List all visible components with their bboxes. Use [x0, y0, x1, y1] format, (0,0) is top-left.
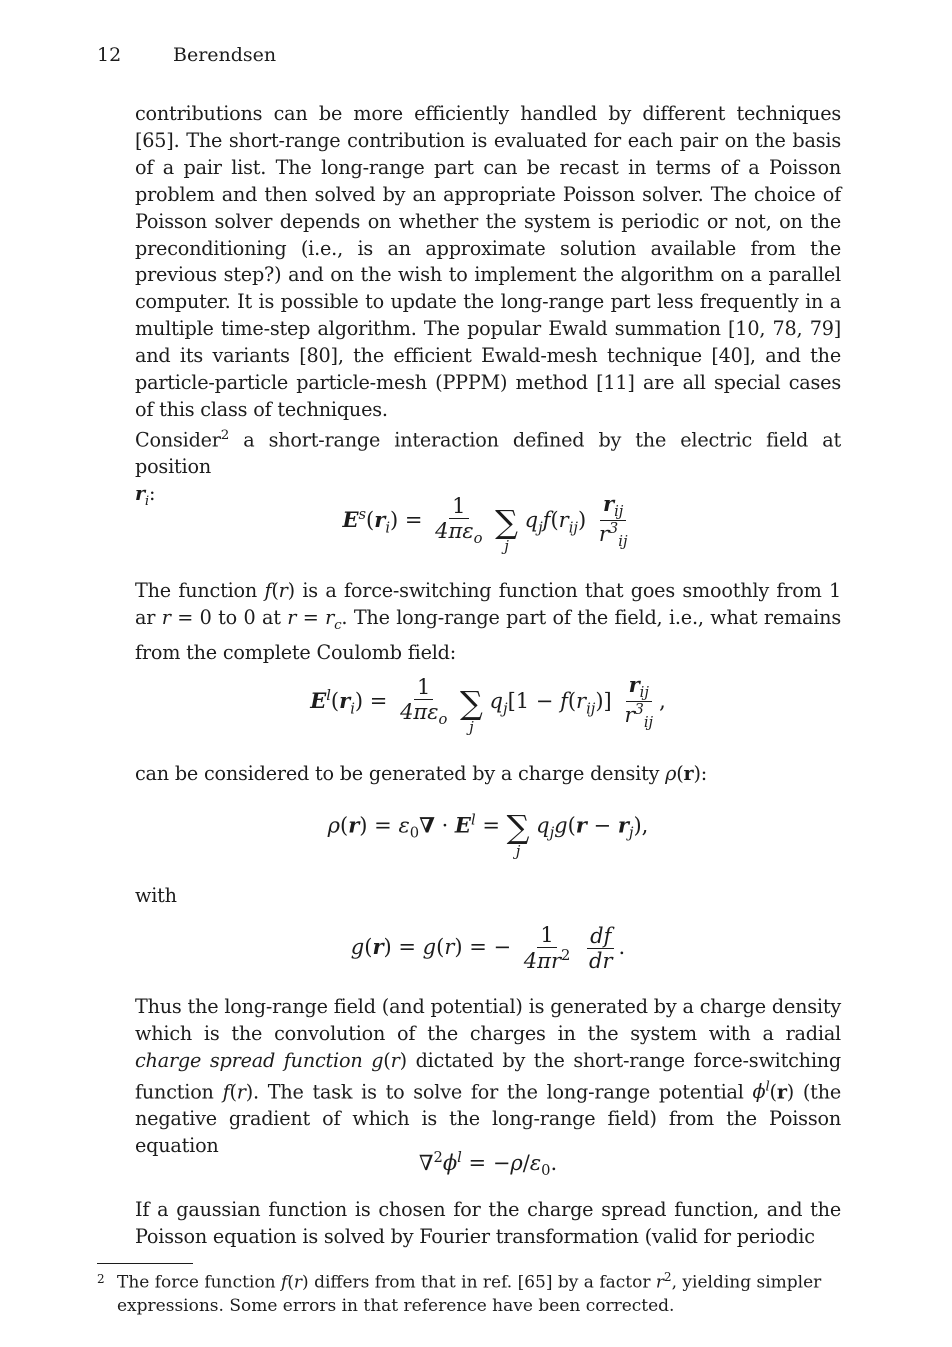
- footnote-reference: 2: [220, 428, 230, 443]
- paragraph-4: can be considered to be generated by a charge density ρ(r):: [135, 762, 707, 785]
- paragraph-6: Thus the long-range field (and potential) is generated by a charge density which is the convolution of the charges in the system with a radial charge spread function g(r) dictated by the short-range force-switching function f(r). The task is to solve for the long-range potential $\phi^l(r)$ (the negative gradient of which is the long-range field) from the Poisson equation: [135, 995, 842, 1157]
- footnote-mark: 2: [97, 1271, 105, 1286]
- paragraph-2: Consider$^2$ a short-range interaction defined by the electric field at position $r_i$:: [135, 428, 841, 510]
- paragraph-7: If a gaussian function is chosen for the charge spread function, and the Poisson equation is solved by Fourier transformation (valid for periodic: [135, 1198, 841, 1248]
- paragraph-3: The function f(r) is a force-switching function that goes smoothly from 1 ar r = 0 to 0 at $r = r_c$. The long-range part of the field, i.e., what remains from the complete Coulomb field:: [135, 579, 842, 664]
- paragraph-1: contributions can be more efficiently handled by different techniques [65]. The short-range contribution is evaluated for each pair on the basis of a pair list. The long-range part can be recast in terms of a Poisson problem and then solved by an appropriate Poisson solver. The choice of Poisson solver depends on whether the system is periodic or not, on the preconditioning (i.e., is an approximate solution available from the previous step?) and on the wish to implement the algorithm on a parallel computer. It is possible to update the long-range part less frequently in a multiple time-step algorithm. The popular Ewald summation [10, 78, 79] and its variants [80], the efficient Ewald-mesh technique [40], and the particle-particle particle-mesh (PPPM) method [11] are all special cases of this class of techniques.: [135, 102, 841, 421]
- equation-charge-density: $\rho(r) = \varepsilon_0\nabla \cdot E^l$ = ∑ j $q_jg(r - r_j)$,: [327, 808, 649, 860]
- equation-long-range-field: $E^l(r_i)$ = $\frac{1}{4\pi\varepsilon_o}$ ∑ j $q_j[1 - f(r_{ij})]$ $\frac{r_{ij}}{r^3_{ij}}$ ,: [310, 672, 666, 736]
- equation-poisson: $\nabla^2\phi^l = -\rho/\varepsilon_0$.: [418, 1149, 558, 1180]
- equation-spread-function: g(r) = g(r) = − $\frac{1}{4\pi r^2}$ $\frac{df}{dr}$ .: [350, 923, 626, 974]
- running-header: [97, 44, 276, 66]
- footnote-rule: [97, 1263, 193, 1264]
- equation-short-range-field: $E^s(r_i)$ = $\frac{1}{4\pi\varepsilon_o}$ ∑ j $q_jf(r_{ij})$ $\frac{r_{ij}}{r^3_{ij}}$: [342, 491, 628, 555]
- paragraph-5: with: [135, 884, 177, 907]
- footnote: 2 The force function f(r) differs from that in ref. [65] by a factor $r^2$, yielding simpler expressions. Some errors in that reference have been corrected.: [97, 1266, 842, 1318]
- page-number: 12: [97, 44, 122, 66]
- running-title: Berendsen: [173, 44, 277, 66]
